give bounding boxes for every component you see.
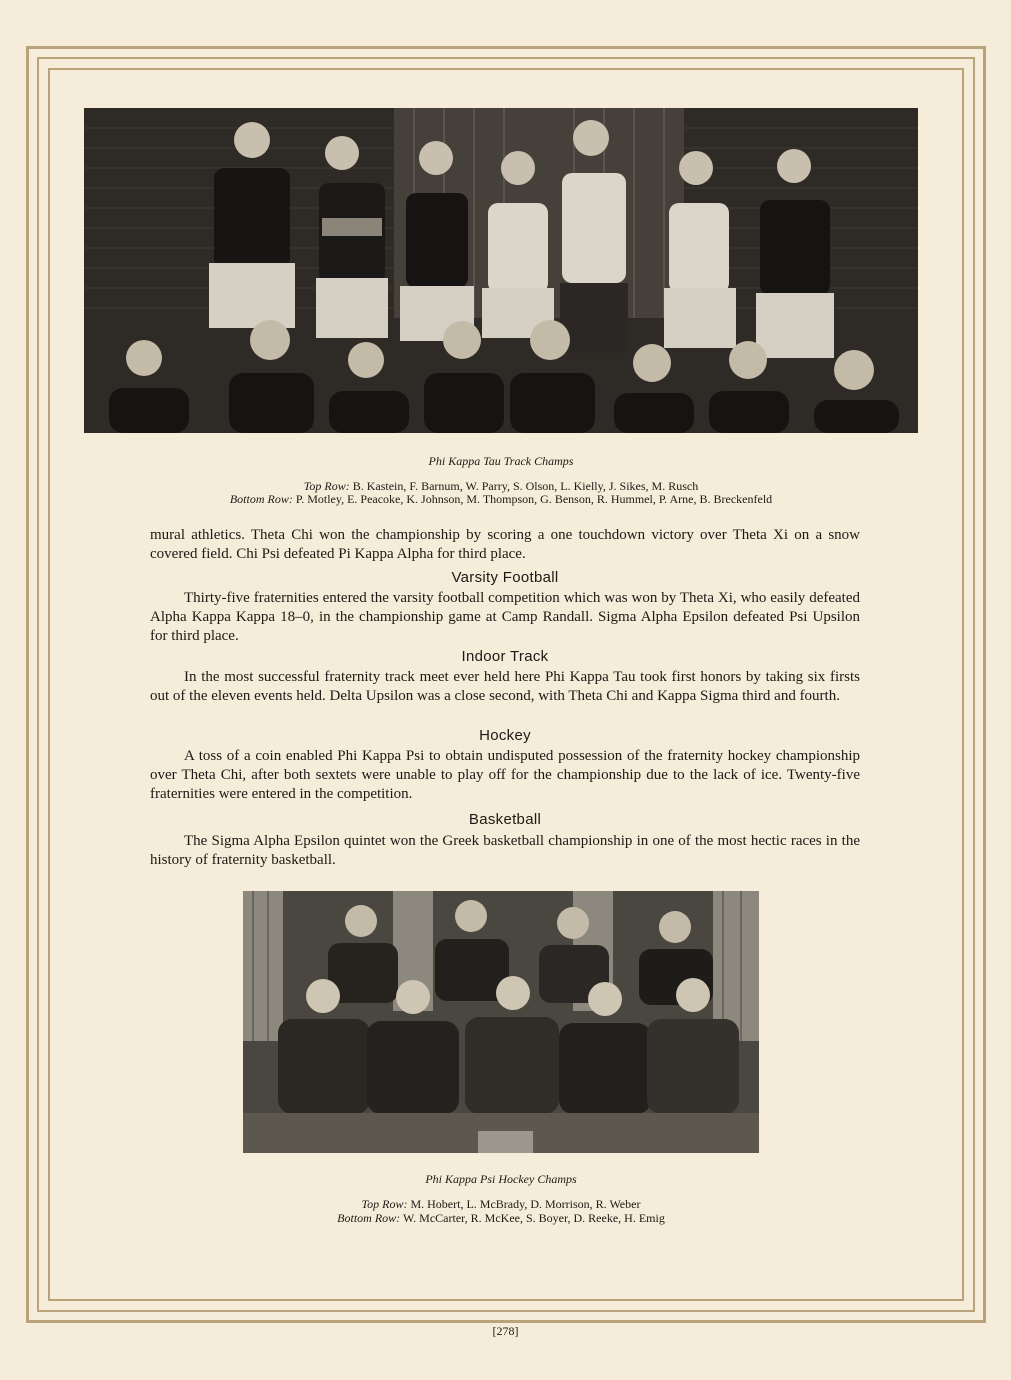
section-text: A toss of a coin enabled Phi Kappa Psi to obtain undisputed possession of the fraternity hockey championship over Theta Chi, after both sextets were unable to play off for the championship due to the lack of ice. Twenty-five fraternities were entered in the competition. bbox=[150, 748, 860, 802]
track-photo-caption-title bbox=[84, 454, 918, 469]
top-row-names: M. Hobert, L. McBrady, D. Morrison, R. Weber bbox=[410, 1197, 641, 1211]
top-row-label: Top Row: bbox=[361, 1197, 408, 1211]
section-heading-indoor-track: Indoor Track bbox=[461, 648, 549, 665]
caption-title-text: Phi Kappa Psi Hockey Champs bbox=[425, 1172, 577, 1186]
section-heading-hockey: Hockey bbox=[479, 727, 531, 744]
hockey-photo-caption-title bbox=[84, 1172, 918, 1187]
section-heading-varsity-football: Varsity Football bbox=[451, 569, 559, 586]
hockey-photo-top-row bbox=[84, 1197, 918, 1212]
section-varsity-football bbox=[150, 589, 860, 646]
track-team-photo bbox=[84, 108, 918, 433]
caption-title-text: Phi Kappa Tau Track Champs bbox=[428, 454, 574, 468]
section-indoor-track bbox=[150, 668, 860, 706]
hockey-team-photo bbox=[243, 891, 759, 1153]
top-row-label: Top Row: bbox=[303, 479, 350, 493]
hockey-photo-bottom-row bbox=[84, 1211, 918, 1226]
page-number: [278] bbox=[492, 1324, 519, 1338]
intro-paragraph bbox=[150, 526, 860, 564]
intro-text: mural athletics. Theta Chi won the championship by scoring a one touchdown victory over Theta Xi on a snow covered field. Chi Psi defeated Pi Kappa Alpha for third place. bbox=[150, 527, 860, 562]
bottom-row-names: P. Motley, E. Peacoke, K. Johnson, M. Thompson, G. Benson, R. Hummel, P. Arne, B. Breckenfeld bbox=[295, 492, 773, 506]
track-photo-bottom-row bbox=[84, 492, 918, 507]
section-text: Thirty-five fraternities entered the varsity football competition which was won by Theta Xi, who easily defeated Alpha Kappa Kappa 18–0, in the championship game at Camp Randall. Sigma Alpha Epsilon defeated Psi Upsilon for third place. bbox=[150, 590, 860, 644]
section-basketball bbox=[150, 832, 860, 870]
section-heading-basketball: Basketball bbox=[468, 811, 542, 828]
section-hockey bbox=[150, 747, 860, 804]
bottom-row-names: W. McCarter, R. McKee, S. Boyer, D. Reeke, H. Emig bbox=[402, 1211, 665, 1225]
bottom-row-label: Bottom Row: bbox=[337, 1211, 401, 1225]
section-text: The Sigma Alpha Epsilon quintet won the Greek basketball championship in one of the most hectic races in the history of fraternity basketball. bbox=[150, 833, 860, 868]
top-row-names: B. Kastein, F. Barnum, W. Parry, S. Olson, L. Kielly, J. Sikes, M. Rusch bbox=[352, 479, 699, 493]
section-text: In the most successful fraternity track meet ever held here Phi Kappa Tau took first honors by taking six firsts out of the eleven events held. Delta Upsilon was a close second, with Theta Chi and Kappa Sigma third and fourth. bbox=[150, 669, 860, 704]
bottom-row-label: Bottom Row: bbox=[229, 492, 293, 506]
